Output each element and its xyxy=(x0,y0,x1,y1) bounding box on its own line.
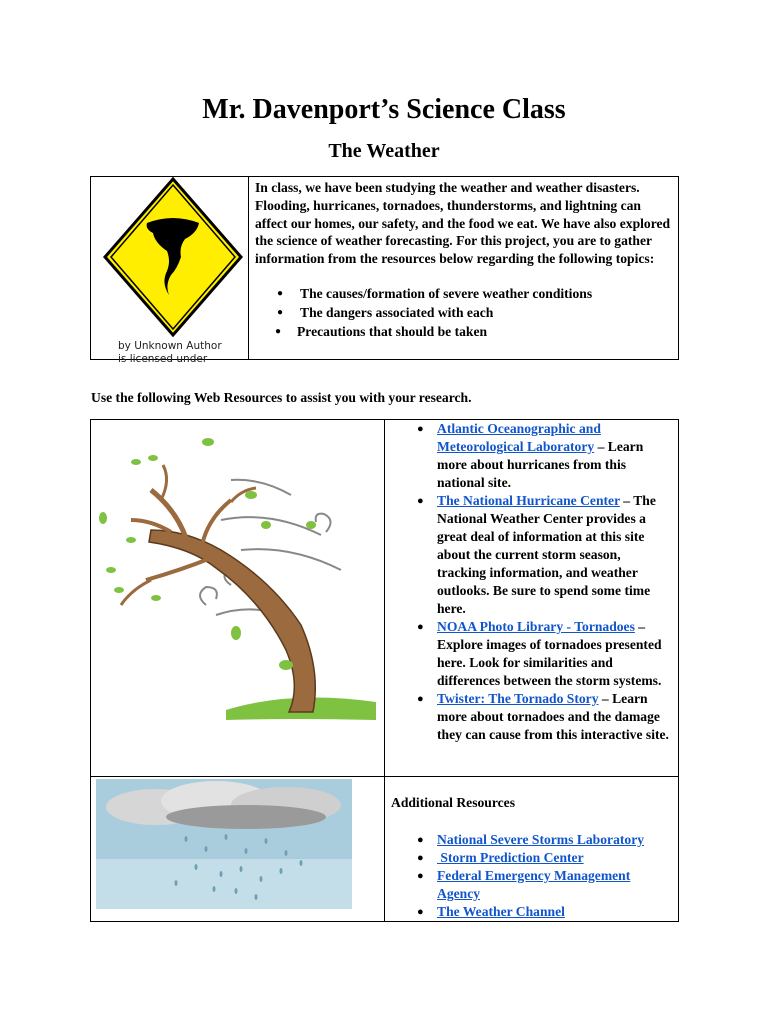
resource-link[interactable]: Atlantic Oceanographic and Meteorological Laboratory xyxy=(437,421,601,454)
bullet-icon: ● xyxy=(417,495,424,507)
separator: – xyxy=(594,439,608,454)
additional-link[interactable]: Federal Emergency Management Agency xyxy=(437,868,631,901)
list-item xyxy=(385,849,672,867)
rain-image-cell xyxy=(91,777,385,922)
rain-cloud-icon xyxy=(96,779,352,909)
bullet-icon: ● xyxy=(417,423,424,435)
list-item xyxy=(385,492,672,618)
page-title: Mr. Davenport’s Science Class xyxy=(202,94,566,125)
additional-link[interactable]: The Weather Channel xyxy=(437,904,565,919)
bullet-icon: ● xyxy=(417,693,424,705)
additional-resources-list xyxy=(385,831,672,921)
list-item xyxy=(385,867,672,903)
separator: – xyxy=(634,619,646,634)
list-item xyxy=(255,303,672,322)
additional-title: Additional Resources xyxy=(391,795,515,810)
additional-link[interactable]: National Severe Storms Laboratory xyxy=(437,832,645,847)
list-item xyxy=(255,284,672,303)
tree-image-cell xyxy=(91,420,385,777)
bullet-icon: ● xyxy=(417,834,424,846)
intro-image-cell xyxy=(91,177,249,365)
topic-text: The dangers associated with each xyxy=(300,304,494,320)
intro-text-cell xyxy=(249,177,679,360)
additional-link[interactable]: Storm Prediction Center xyxy=(437,850,584,865)
topic-list xyxy=(255,284,672,341)
bullet-icon: ● xyxy=(417,906,424,918)
web-resources-cell xyxy=(385,420,679,777)
resource-desc: Learn more about tornadoes and the damage they can cause from this interactive site. xyxy=(437,691,669,742)
separator: – xyxy=(619,493,634,508)
list-item xyxy=(255,322,672,341)
list-item xyxy=(385,618,672,690)
resource-desc: Explore images of tornadoes presented here. Look for similarities and differences between the storm systems. xyxy=(437,637,662,688)
tornado-warning-sign-icon xyxy=(95,177,245,337)
resource-desc: The National Weather Center provides a great deal of information at this site about the current storm season, tracking information, and weather outlooks. Be sure to spend some time here. xyxy=(437,493,656,616)
list-item xyxy=(385,831,672,849)
resource-link[interactable]: The National Hurricane Center xyxy=(437,493,620,508)
windy-tree-icon xyxy=(91,420,384,776)
resource-link[interactable]: NOAA Photo Library - Tornadoes xyxy=(437,619,635,634)
list-item xyxy=(385,420,672,492)
bullet-icon: ● xyxy=(417,852,424,864)
intro-table xyxy=(90,176,679,365)
topic-text: The causes/formation of severe weather conditions xyxy=(300,285,593,301)
list-item xyxy=(385,690,672,744)
page-subtitle: The Weather xyxy=(328,140,440,162)
bullet-icon: ● xyxy=(277,287,284,299)
bullet-icon: ● xyxy=(277,306,284,318)
web-resources-list xyxy=(385,420,672,744)
resource-link[interactable]: Twister: The Tornado Story xyxy=(437,691,599,706)
bullet-icon: ● xyxy=(417,870,424,882)
resources-table xyxy=(90,419,679,922)
list-item xyxy=(385,903,672,921)
resources-intro: Use the following Web Resources to assist you with your research. xyxy=(91,390,472,405)
topic-text: Precautions that should be taken xyxy=(297,323,488,339)
image-credit: by Unknown Author is licensed under xyxy=(118,340,222,365)
bullet-icon: ● xyxy=(275,325,282,337)
resource-desc: Learn more about hurricanes from this national site. xyxy=(437,439,644,490)
intro-paragraph: In class, we have been studying the weather and weather disasters. Flooding, hurricanes, tornadoes, thunderstorms, and lightning can affect our homes, our safety, and the food we eat. We have also explored the science of weather forecasting. For this project, you are to gather information from the resources below regarding the following topics: xyxy=(255,180,671,267)
additional-resources-cell xyxy=(385,777,679,922)
bullet-icon: ● xyxy=(417,621,424,633)
separator: – xyxy=(598,691,613,706)
